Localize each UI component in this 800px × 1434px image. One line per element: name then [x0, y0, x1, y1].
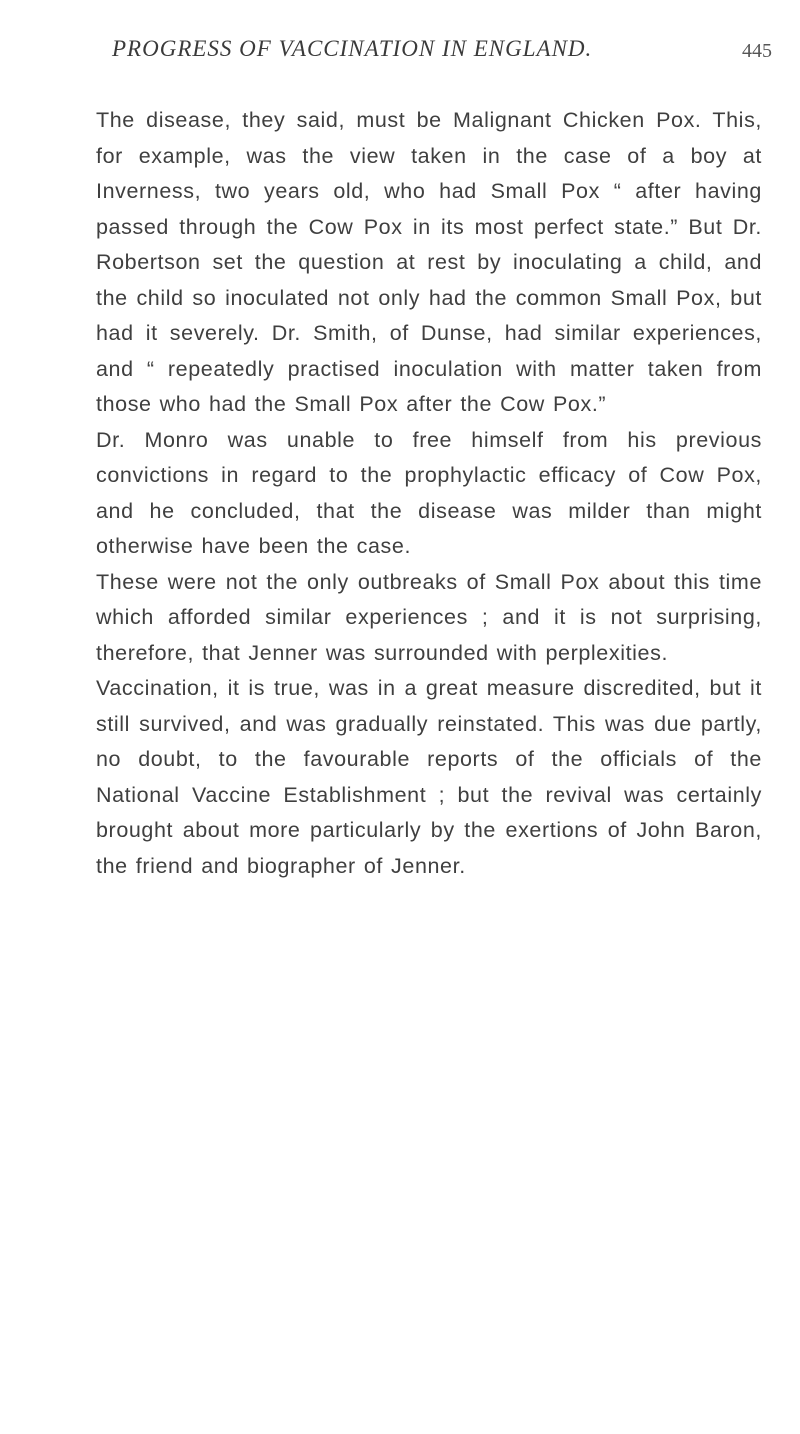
running-title: PROGRESS OF VACCINATION IN ENGLAND. — [112, 36, 593, 61]
running-head — [112, 36, 772, 68]
paragraph-4: Vaccination, it is true, was in a great measure discredited, but it still survived, and was gradually reinstated. This was due partly, no doubt, to the favourable reports of the officials of the National Vaccine Establishment ; but the revival was certainly brought about more particularly by the exertions of John Baron, the friend and biographer of Jenner. — [96, 676, 762, 878]
paragraph-3: These were not the only outbreaks of Small Pox about this time which afforded similar experiences ; and it is not surprising, therefore, that Jenner was surrounded with perplexities. — [96, 569, 762, 665]
body-text — [96, 103, 762, 884]
paragraph-1: The disease, they said, must be Malignant Chicken Pox. This, for example, was the view taken in the case of a boy at Inverness, two years old, who had Small Pox “ after having passed through the Cow Pox in its most perfect state.” But Dr. Robertson set the question at rest by inoculating a child, and the child so inoculated not only had the common Small Pox, but had it severely. Dr. Smith, of Dunse, had similar experiences, and “ repeatedly practised inoculation with matter taken from those who had the Small Pox after the Cow Pox.” — [96, 108, 762, 416]
page-number: 445 — [742, 40, 772, 62]
paragraph-2: Dr. Monro was unable to free himself from his previous convictions in regard to the prophylactic efficacy of Cow Pox, and he concluded, that the disease was milder than might otherwise have been the case. — [96, 427, 762, 558]
